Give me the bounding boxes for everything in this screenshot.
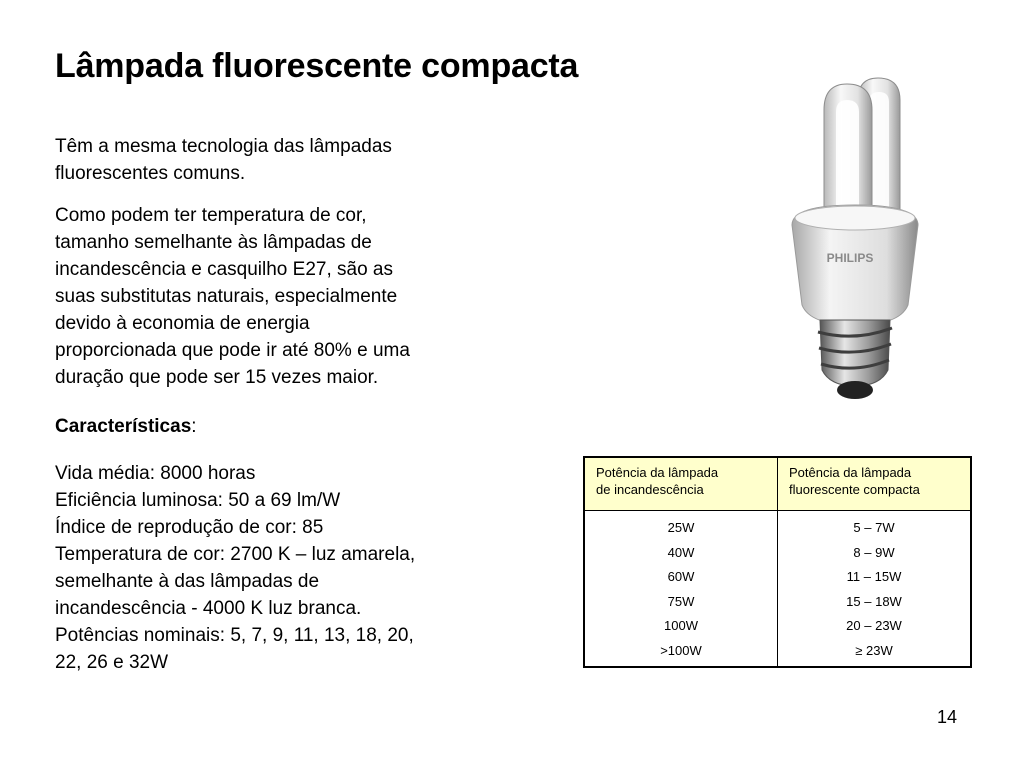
header-line: fluorescente compacta xyxy=(789,482,920,497)
feature-line: incandescência - 4000 K luz branca. xyxy=(55,598,362,619)
feature-line: Potências nominais: 5, 7, 9, 11, 13, 18, 20, xyxy=(55,625,414,646)
features-heading-colon: : xyxy=(191,416,197,437)
substitution-line: devido à economia de energia xyxy=(55,313,310,334)
substitution-paragraph xyxy=(55,202,495,391)
compact-power-header xyxy=(778,457,972,511)
brand-label: PHILIPS xyxy=(826,251,874,265)
substitution-line: suas substitutas naturais, especialmente xyxy=(55,286,398,307)
header-line: de incandescência xyxy=(596,482,704,497)
feature-line: Vida média: 8000 horas xyxy=(55,463,256,484)
substitution-line: Como podem ter temperatura de cor, xyxy=(55,205,367,226)
table-cell: >100W xyxy=(660,642,702,658)
table-cell: ≥ 23W xyxy=(855,642,893,658)
features-heading-text: Características xyxy=(55,416,192,437)
substitution-line: duração que pode ser 15 vezes maior. xyxy=(55,367,379,388)
table-cell: 40W xyxy=(667,544,695,560)
power-comparison-table xyxy=(583,456,972,668)
table-cell: 60W xyxy=(667,569,695,585)
features-list xyxy=(55,460,505,676)
compact-fluorescent-bulb-image xyxy=(780,70,930,405)
substitution-line: proporcionada que pode ir até 80% e uma xyxy=(55,340,410,361)
table-cell: 75W xyxy=(667,593,695,609)
header-line: Potência da lâmpada xyxy=(789,465,912,480)
slide-title: Lâmpada fluorescente compacta xyxy=(55,47,579,85)
substitution-line: tamanho semelhante às lâmpadas de xyxy=(55,232,372,253)
intro-line: fluorescentes comuns. xyxy=(55,163,246,184)
table-cell: 11 – 15W xyxy=(846,569,902,585)
table-cell: 25W xyxy=(667,520,695,535)
feature-line: 22, 26 e 32W xyxy=(55,652,169,673)
header-line: Potência da lâmpada xyxy=(596,465,719,480)
compact-power-column xyxy=(778,511,972,667)
table-header-row xyxy=(584,457,971,511)
feature-line: Temperatura de cor: 2700 K – luz amarela, xyxy=(55,544,416,565)
feature-line: semelhante à das lâmpadas de xyxy=(55,571,320,592)
features-heading xyxy=(55,413,495,440)
substitution-line: incandescência e casquilho E27, são as xyxy=(55,259,394,280)
table-cell: 100W xyxy=(664,618,698,634)
page-number: 14 xyxy=(937,707,958,727)
table-row xyxy=(584,511,971,667)
intro-line: Têm a mesma tecnologia das lâmpadas xyxy=(55,136,392,157)
incandescent-power-header xyxy=(584,457,778,511)
feature-line: Índice de reprodução de cor: 85 xyxy=(55,517,324,538)
feature-line: Eficiência luminosa: 50 a 69 lm/W xyxy=(55,490,341,511)
incandescent-power-column xyxy=(584,511,778,667)
table-cell: 5 – 7W xyxy=(853,520,895,535)
table-cell: 15 – 18W xyxy=(846,593,902,609)
table-cell: 8 – 9W xyxy=(853,544,895,560)
intro-paragraph xyxy=(55,133,495,187)
table-cell: 20 – 23W xyxy=(846,618,902,634)
